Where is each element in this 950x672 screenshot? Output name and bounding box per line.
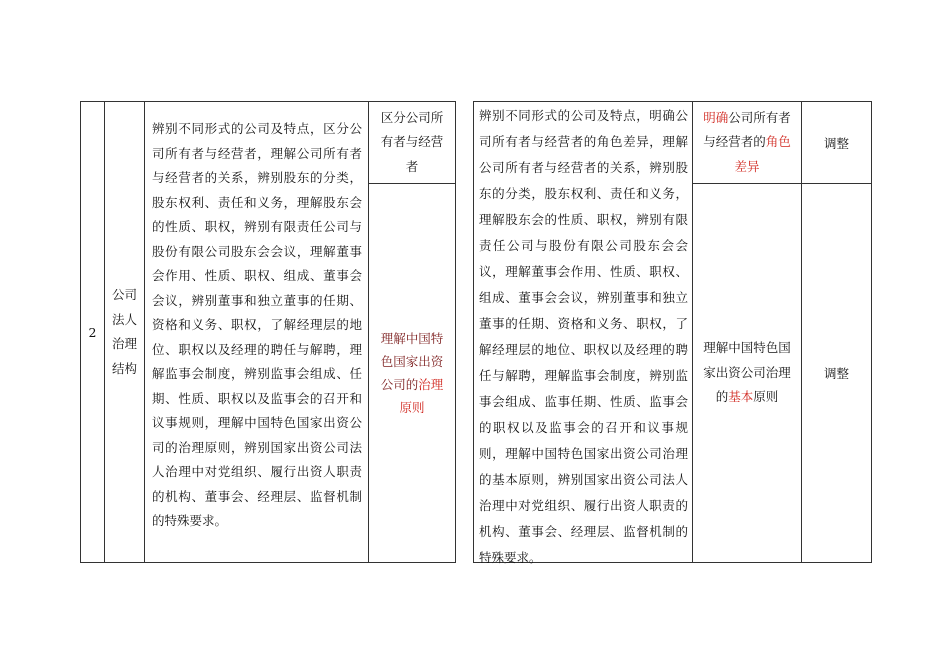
row-number-text: 2 bbox=[88, 324, 97, 340]
change-2-plain-b: 原则 bbox=[753, 389, 779, 405]
row-number bbox=[81, 102, 104, 562]
action-1-text: 调整 bbox=[823, 135, 849, 151]
table-bottom-border bbox=[80, 562, 455, 563]
module-cell bbox=[105, 102, 144, 562]
change-cell-1 bbox=[693, 102, 801, 183]
change-2-text bbox=[703, 336, 791, 410]
keypoint-cell-1 bbox=[369, 102, 455, 183]
change-2-plain-a: 理解中国特色国家出资公司治理的 bbox=[703, 340, 791, 405]
keypoint-2-text bbox=[375, 327, 449, 419]
keypoint-2-prefix: 理解中国特色国家出资公司的 bbox=[380, 331, 444, 392]
action-2-text: 调整 bbox=[823, 366, 849, 381]
keypoint-cell-2 bbox=[369, 184, 455, 562]
change-1-text bbox=[703, 106, 791, 180]
change-1-red-b: 角色差异 bbox=[734, 134, 791, 174]
action-cell-2 bbox=[802, 184, 871, 562]
module-name: 公司法人治理结构 bbox=[111, 287, 137, 376]
change-1-plain: 公司所有者与经营者的 bbox=[703, 109, 791, 150]
keypoint-1-text: 区分公司所有者与经营者 bbox=[380, 109, 444, 174]
keypoint-2-highlight: 治理原则 bbox=[399, 377, 444, 415]
change-cell-2 bbox=[693, 184, 801, 562]
original-requirement-text: 辨别不同形式的公司及特点，区分公司所有者与经营者，理解公司所有者与经营者的关系，辨别股东的分类，股东权利、责任和义务，理解股东会的性质、职权，辨别有限责任公司与股份有限公司股东会会议，理解董事会作用、性质、职权、组成、董事会会议，辨别董事和独立董事的任期、资格和义务、职权，了解经理层的地位、职权以及经理的聘任与解聘，理解监事会制度，辨别监事会组成、任期、性质、职权以及监事会的召开和议事规则，理解中国特色国家出资公司的治理原则，辨别国家出资公司法人治理中对党组织、履行出资人职责的机构、董事会、经理层、监督机制的特殊要求。 bbox=[152, 121, 362, 528]
revised-requirement-text: 辨别不同形式的公司及特点，明确公司所有者与经营者的角色差异，理解公司所有者与经营者的关系，辨别股东的分类，股东权利、责任和义务，理解股东会的性质、职权，辨别有限责任公司与股份有限公司股东会会议，理解董事会作用、性质、职权、组成、董事会会议，辨别董事和独立董事的任期、资格和义务、职权，了解经理层的地位、职权以及经理的聘任与解聘，理解监事会制度，辨别监事会组成、监事任期、性质、监事会的职权以及监事会的召开和议事规则，理解中国特色国家出资公司治理的基本原则，辨别国家出资公司法人治理中对党组织、履行出资人职责的机构、董事会、经理层、监督机制的特殊要求。 bbox=[479, 108, 688, 565]
change-2-red: 基本 bbox=[728, 389, 754, 405]
col-border-8 bbox=[871, 101, 872, 563]
change-1-red-a: 明确 bbox=[703, 109, 729, 125]
col-border-4 bbox=[455, 101, 456, 563]
original-requirement-cell bbox=[145, 117, 368, 534]
action-cell-1 bbox=[802, 102, 871, 183]
revised-requirement-cell bbox=[474, 103, 692, 571]
